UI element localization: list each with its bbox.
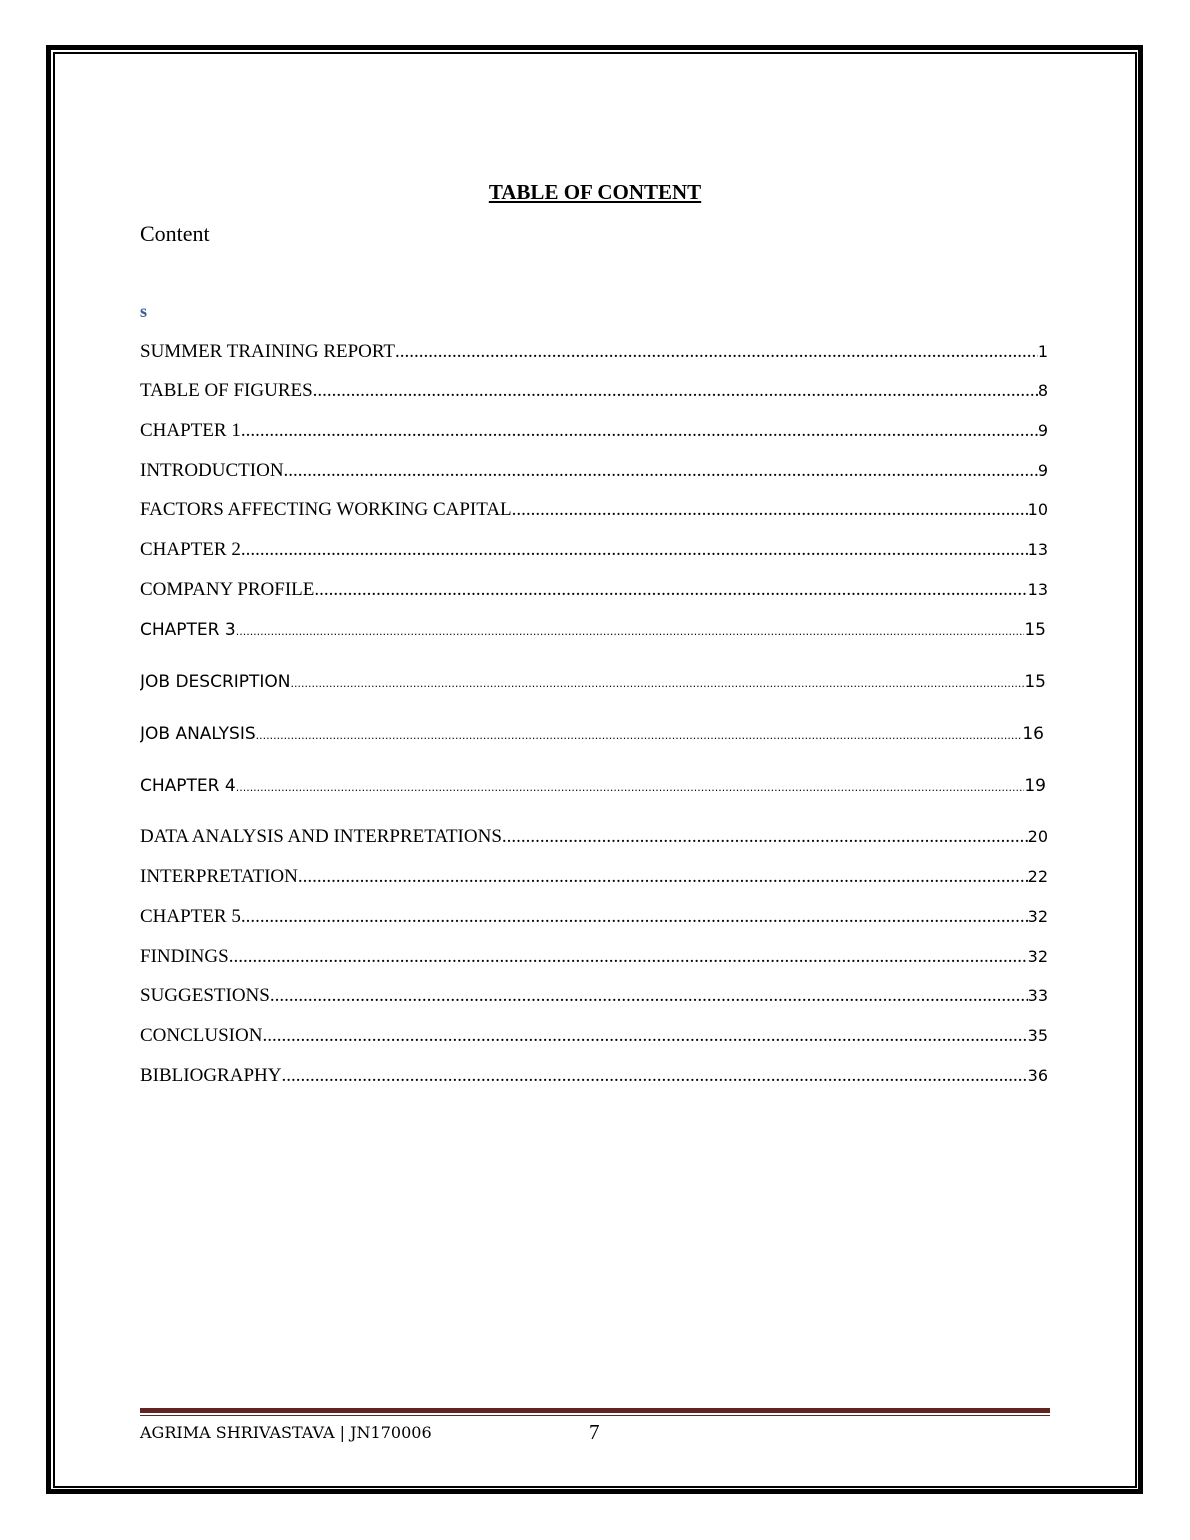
toc-entry-label: SUGGESTIONS [140, 985, 270, 1006]
dot-leader [298, 866, 1028, 888]
toc-entry-bibliography[interactable] [140, 1065, 1048, 1087]
toc-entry-table-of-figures[interactable] [140, 380, 1048, 402]
toc-entry-page: 10 [1027, 500, 1048, 519]
toc-entry-page: 13 [1027, 580, 1048, 599]
page-border-inner [53, 52, 1137, 1488]
toc-entry-page: 32 [1027, 907, 1048, 926]
toc-entry-label: JOB DESCRIPTION [140, 672, 291, 692]
toc-entry-chapter-2[interactable] [140, 539, 1048, 561]
footer-author: AGRIMA SHRIVASTAVA | JN170006 [140, 1423, 432, 1442]
toc-entry-conclusion[interactable] [140, 1025, 1048, 1047]
toc-entry-label: CONCLUSION [140, 1025, 263, 1046]
toc-entry-page: 9 [1037, 461, 1048, 480]
dot-leader [241, 906, 1028, 928]
toc-entry-label: CHAPTER 5 [140, 906, 241, 927]
toc-entry-label: CHAPTER 1 [140, 420, 241, 441]
toc-entry-findings[interactable] [140, 946, 1048, 968]
toc-entry-page: 13 [1027, 540, 1048, 559]
dot-leader [284, 460, 1038, 482]
toc-entry-page: 15 [1024, 672, 1046, 692]
toc-entry-company-profile[interactable] [140, 579, 1048, 601]
s-heading: s [140, 301, 148, 321]
toc-entry-page: 9 [1037, 421, 1048, 440]
toc-entry-label: DATA ANALYSIS AND INTERPRETATIONS [140, 826, 502, 847]
toc-entry-summer-training-report[interactable] [140, 341, 1048, 363]
toc-entry-page: 36 [1027, 1066, 1048, 1085]
footer-rule-thin [140, 1415, 1050, 1416]
dot-leader [314, 579, 1027, 601]
toc-entry-data-analysis-and-interpretations[interactable] [140, 826, 1048, 848]
toc-entry-factors-affecting-working-capital[interactable] [140, 499, 1048, 521]
toc-entry-label: COMPANY PROFILE [140, 579, 315, 600]
toc-entry-job-description[interactable] [140, 672, 1046, 692]
toc-entry-suggestions[interactable] [140, 985, 1048, 1007]
dot-leader [256, 729, 1023, 742]
dot-leader [241, 420, 1038, 442]
toc-entry-label: CHAPTER 3 [140, 620, 236, 640]
toc-entry-page: 8 [1037, 381, 1048, 400]
dot-leader [241, 539, 1028, 561]
toc-entry-label: TABLE OF FIGURES [140, 380, 313, 401]
toc-entry-interpretation[interactable] [140, 866, 1048, 888]
toc-entry-label: SUMMER TRAINING REPORT [140, 341, 396, 362]
page-number: 7 [589, 1420, 600, 1444]
toc-entry-page: 1 [1037, 342, 1048, 361]
toc-entry-label: FINDINGS [140, 946, 229, 967]
toc-entry-page: 22 [1027, 867, 1048, 886]
toc-entry-label: CHAPTER 4 [140, 776, 236, 796]
toc-title: TABLE OF CONTENT [488, 180, 702, 204]
dot-leader [229, 946, 1028, 968]
dot-leader [512, 499, 1028, 521]
toc-entry-page: 33 [1027, 986, 1048, 1005]
toc-entry-chapter-4[interactable] [140, 776, 1046, 796]
toc-entry-job-analysis[interactable] [140, 724, 1044, 744]
dot-leader [270, 985, 1028, 1007]
toc-entry-label: FACTORS AFFECTING WORKING CAPITAL [140, 499, 512, 520]
content-heading: Content [140, 221, 210, 246]
toc-entry-page: 32 [1027, 947, 1048, 966]
dot-leader [313, 380, 1038, 402]
dot-leader [291, 677, 1025, 690]
toc-entry-page: 20 [1027, 827, 1048, 846]
dot-leader [395, 341, 1038, 363]
toc-entry-page: 15 [1024, 620, 1046, 640]
dot-leader [236, 781, 1025, 794]
toc-entry-label: CHAPTER 2 [140, 539, 241, 560]
toc-entry-chapter-5[interactable] [140, 906, 1048, 928]
toc-entry-label: BIBLIOGRAPHY [140, 1065, 282, 1086]
dot-leader [262, 1025, 1027, 1047]
toc-entry-chapter-1[interactable] [140, 420, 1048, 442]
toc-entry-introduction[interactable] [140, 460, 1048, 482]
footer-rule [140, 1408, 1050, 1413]
toc-entry-label: INTRODUCTION [140, 460, 284, 481]
toc-entry-page: 19 [1024, 776, 1046, 796]
toc-entry-page: 35 [1027, 1026, 1048, 1045]
toc-entry-label: JOB ANALYSIS [140, 724, 256, 744]
dot-leader [236, 625, 1025, 638]
dot-leader [281, 1065, 1027, 1087]
toc-entry-label: INTERPRETATION [140, 866, 298, 887]
toc-entry-page: 16 [1022, 724, 1044, 744]
dot-leader [502, 826, 1028, 848]
toc-entry-chapter-3[interactable] [140, 620, 1046, 640]
